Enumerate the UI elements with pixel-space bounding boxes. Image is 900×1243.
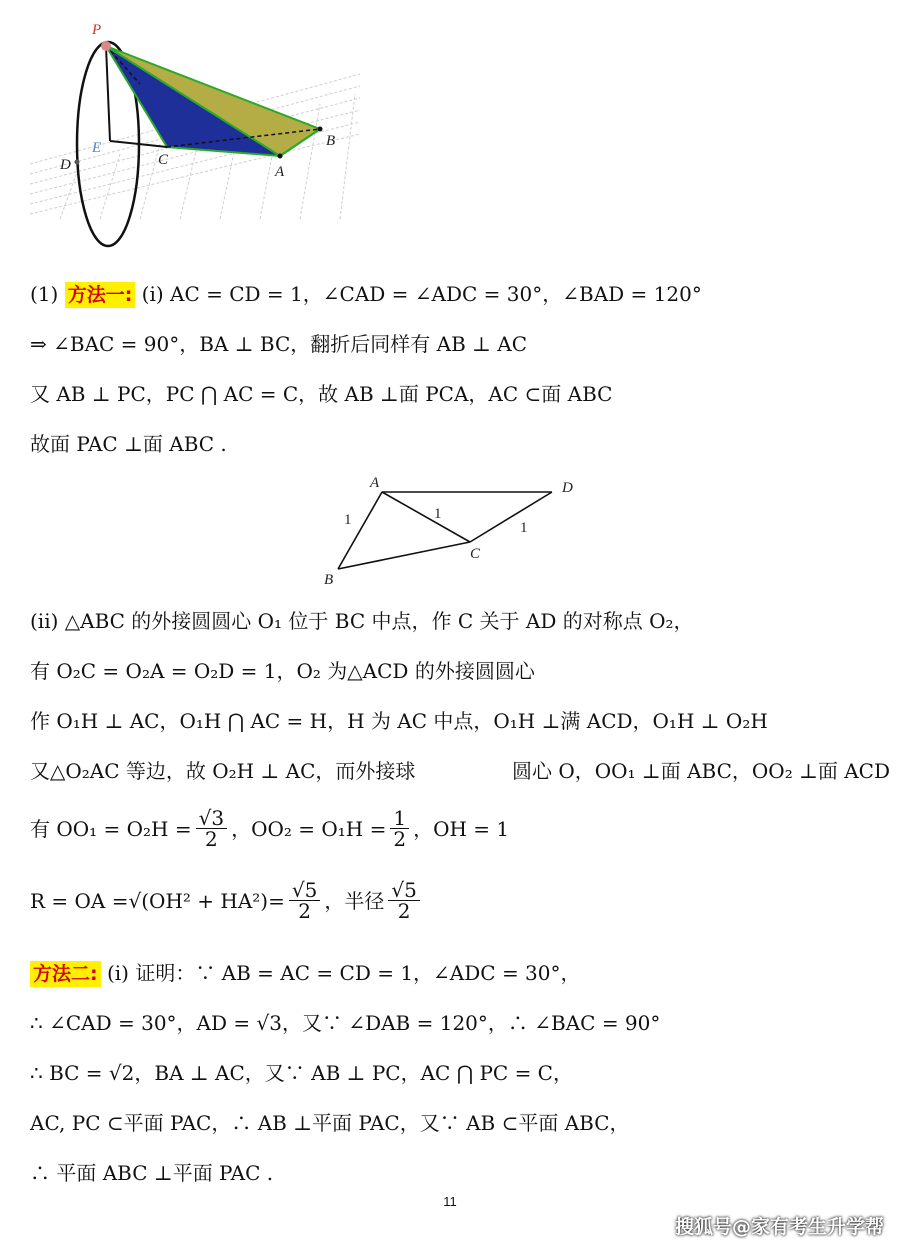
line-11-text: (i) 证明：∵ AB = AC = CD = 1，∠ADC = 30°，	[100, 961, 581, 985]
text-line-2: ⇒ ∠BAC = 90°，BA ⊥ BC，翻折后同样有 AB ⊥ AC	[30, 332, 528, 356]
method-two-tag: 方法二:	[30, 961, 101, 987]
seg-bc	[338, 542, 470, 569]
radius-label: ，半径	[324, 888, 385, 913]
sqrt-expression: √(OH² + HA²)	[128, 888, 269, 913]
text-line-12: ∴ ∠CAD = 30°，AD = √3，又∵ ∠DAB = 120°，∴ ∠BAC = 90°	[30, 1011, 661, 1035]
fraction-1-2	[390, 808, 409, 849]
length-ac: 1	[434, 506, 442, 522]
label-c: C	[158, 152, 169, 168]
label-d: D	[562, 480, 573, 496]
watermark: 搜狐号@家有考生升学帮	[674, 1216, 884, 1238]
pyramid-3d-figure	[20, 14, 370, 254]
text-line-8: 又△O₂AC 等边，故 O₂H ⊥ AC，而外接球	[30, 759, 416, 783]
fraction-num: √5	[289, 880, 320, 901]
oo1-prefix: 有 OO₁ = O₂H =	[30, 816, 192, 841]
face-pca	[106, 46, 280, 156]
label-d: D	[60, 157, 71, 173]
text-line-4: 故面 PAC ⊥面 ABC .	[30, 432, 227, 456]
fraction-num: 1	[390, 808, 409, 829]
fraction-sqrt5-2-b	[388, 880, 419, 921]
seg-ac	[382, 492, 470, 542]
text-line-3: 又 AB ⊥ PC，PC ⋂ AC = C，故 AB ⊥面 PCA，AC ⊂面 ABC	[30, 382, 613, 406]
label-c: C	[470, 546, 481, 562]
equals: =	[268, 888, 285, 913]
text-line-6: 有 O₂C = O₂A = O₂D = 1，O₂ 为△ACD 的外接圆圆心	[30, 659, 535, 683]
part-number: (1)	[30, 282, 65, 306]
text-line-1	[30, 284, 702, 305]
length-ab: 1	[344, 512, 352, 528]
text-line-11	[30, 963, 581, 984]
text-line-13: ∴ BC = √2，BA ⊥ AC，又∵ AB ⊥ PC，AC ⋂ PC = C，	[30, 1061, 573, 1085]
text-line-5: (ii) △ABC 的外接圆圆心 O₁ 位于 BC 中点，作 C 关于 AD 的对称点 O₂，	[30, 609, 694, 633]
point-d	[75, 160, 80, 165]
label-b: B	[324, 572, 334, 588]
oh-text: ，OH = 1	[413, 816, 510, 841]
fraction-num: √5	[388, 880, 419, 901]
text-line-9	[30, 808, 509, 849]
line-1-text: (i) AC = CD = 1，∠CAD = ∠ADC = 30°，∠BAD = 120°	[135, 282, 702, 306]
seg-cd	[470, 492, 552, 542]
text-line-10	[30, 880, 424, 921]
fraction-sqrt3-2	[196, 808, 227, 849]
triangle-figure	[310, 470, 590, 590]
fraction-den: 2	[393, 827, 407, 851]
page-number: 11	[443, 1194, 457, 1209]
edge-pe	[106, 46, 110, 141]
text-line-14: AC, PC ⊂平面 PAC，∴ AB ⊥平面 PAC，又∵ AB ⊂平面 ABC，	[30, 1111, 630, 1135]
text-line-7: 作 O₁H ⊥ AC，O₁H ⋂ AC = H，H 为 AC 中点，O₁H ⊥满 ACD，O₁H ⊥ O₂H	[30, 709, 768, 733]
fraction-den: 2	[298, 899, 311, 923]
text-line-15: ∴ 平面 ABC ⊥平面 PAC .	[30, 1161, 274, 1185]
label-a: A	[275, 164, 285, 180]
text-line-8b: 圆心 O，OO₁ ⊥面 ABC，OO₂ ⊥面 ACD	[512, 759, 891, 783]
point-b	[318, 127, 323, 132]
fraction-num: √3	[196, 808, 227, 829]
oo2-text: ，OO₂ = O₁H =	[231, 816, 387, 841]
fraction-den: 2	[397, 899, 411, 923]
label-p: P	[92, 22, 102, 38]
label-b: B	[326, 133, 336, 149]
label-a: A	[370, 475, 380, 491]
length-cd: 1	[520, 520, 528, 536]
fraction-den: 2	[204, 827, 218, 851]
label-e: E	[92, 140, 102, 156]
fraction-sqrt5-2	[289, 880, 320, 921]
seg-ab	[338, 492, 382, 569]
point-a	[278, 154, 283, 159]
r-prefix: R = OA =	[30, 888, 129, 913]
point-p	[101, 41, 111, 51]
method-one-tag: 方法一:	[65, 282, 136, 308]
